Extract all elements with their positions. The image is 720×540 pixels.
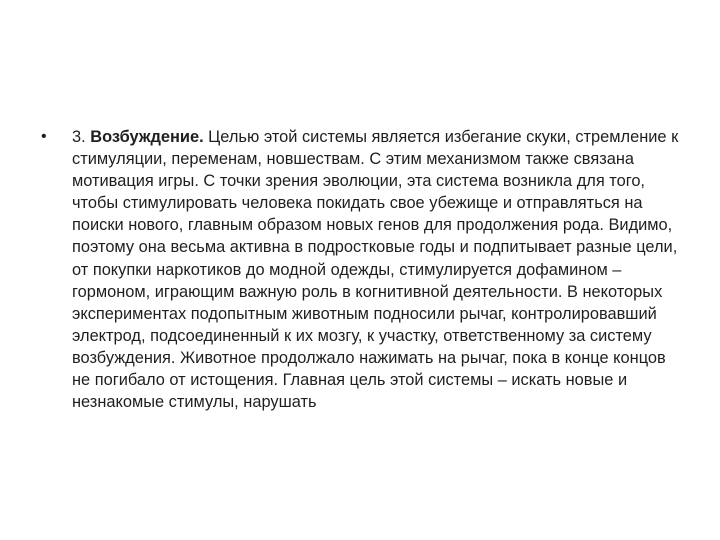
bullet-list [38, 126, 688, 413]
bullet-item-excitation [38, 126, 688, 413]
item-heading-suffix: . [199, 128, 209, 146]
item-heading: Возбуждение [90, 128, 200, 146]
bullet-icon: • [41, 128, 47, 145]
item-number: 3. [72, 128, 91, 146]
item-body-text: Целью этой системы является избегание скуки, стремление к стимуляции, переменам, новшествам. С этим механизмом также связана мотивация игры. С точки зрения эволюции, эта система возникла для того, чтобы стимулировать человека покидать свое убежище и отправляться на поиски нового, главным образом новых генов для продолжения рода. Видимо, поэтому она весьма активна в подростковые годы и подпитывает разные цели, от покупки наркотиков до модной одежды, стимулируется дофамином – гормоном, играющим важную роль в когнитивной деятельности. В некоторых экспериментах подопытным животным подносили рычаг, контролировавший электрод, подсоединенный к их мозгу, к участку, ответственному за систему возбуждения. Животное продолжало нажимать на рычаг, пока в конце концов не погибало от истощения. Главная цель этой системы – искать новые и незнакомые стимулы, нарушать [72, 128, 679, 412]
